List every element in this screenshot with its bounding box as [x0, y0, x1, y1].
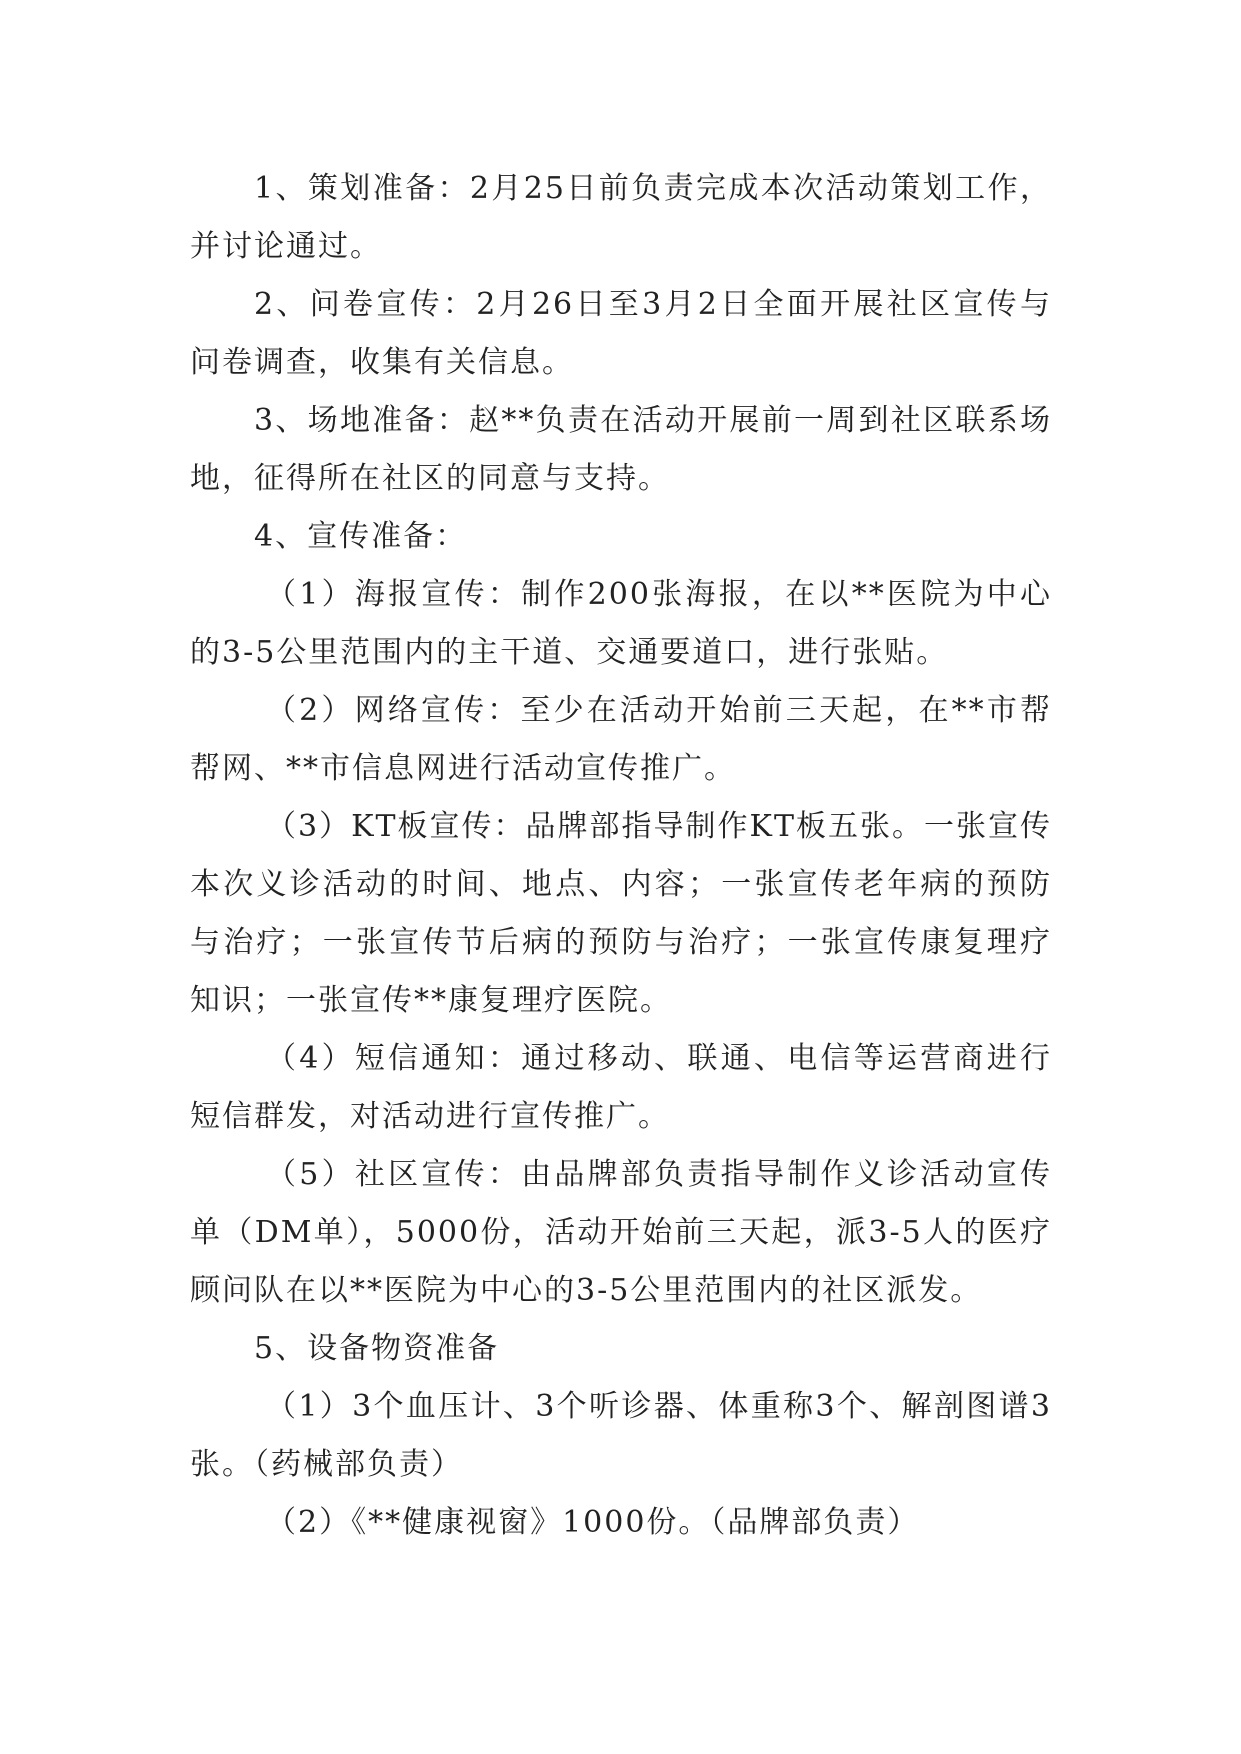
paragraph-poster: （1）海报宣传：制作200张海报，在以**医院为中心的3-5公里范围内的主干道、交通要道口，进行张贴。 — [190, 577, 1052, 670]
paragraph-sms: （4）短信通知：通过移动、联通、电信等运营商进行短信群发，对活动进行宣传推广。 — [190, 1041, 1052, 1134]
paragraph-equipment-heading: 5、设备物资准备 — [254, 1331, 500, 1366]
document-body — [190, 160, 1052, 1552]
paragraph-equipment-2: （2）《**健康视窗》1000份。（品牌部负责） — [266, 1505, 920, 1540]
paragraph-promotion-heading: 4、宣传准备： — [254, 519, 468, 554]
paragraph-community: （5）社区宣传：由品牌部负责指导制作义诊活动宣传单（DM单），5000份，活动开始前三天起，派3-5人的医疗顾问队在以**医院为中心的3-5公里范围内的社区派发。 — [190, 1157, 1052, 1308]
paragraph-online: （2）网络宣传：至少在活动开始前三天起，在**市帮帮网、**市信息网进行活动宣传推广。 — [190, 693, 1052, 786]
paragraph-equipment-1: （1）3个血压计、3个听诊器、体重称3个、解剖图谱3张。（药械部负责） — [190, 1389, 1052, 1482]
paragraph-questionnaire: 2、问卷宣传：2月26日至3月2日全面开展社区宣传与问卷调查，收集有关信息。 — [190, 287, 1052, 380]
paragraph-kt-board: （3）KT板宣传：品牌部指导制作KT板五张。一张宣传本次义诊活动的时间、地点、内容；一张宣传老年病的预防与治疗；一张宣传节后病的预防与治疗；一张宣传康复理疗知识；一张宣传**康复理疗医院。 — [190, 809, 1052, 1018]
paragraph-planning: 1、策划准备：2月25日前负责完成本次活动策划工作，并讨论通过。 — [190, 171, 1052, 264]
paragraph-venue: 3、场地准备：赵**负责在活动开展前一周到社区联系场地，征得所在社区的同意与支持。 — [190, 403, 1052, 496]
